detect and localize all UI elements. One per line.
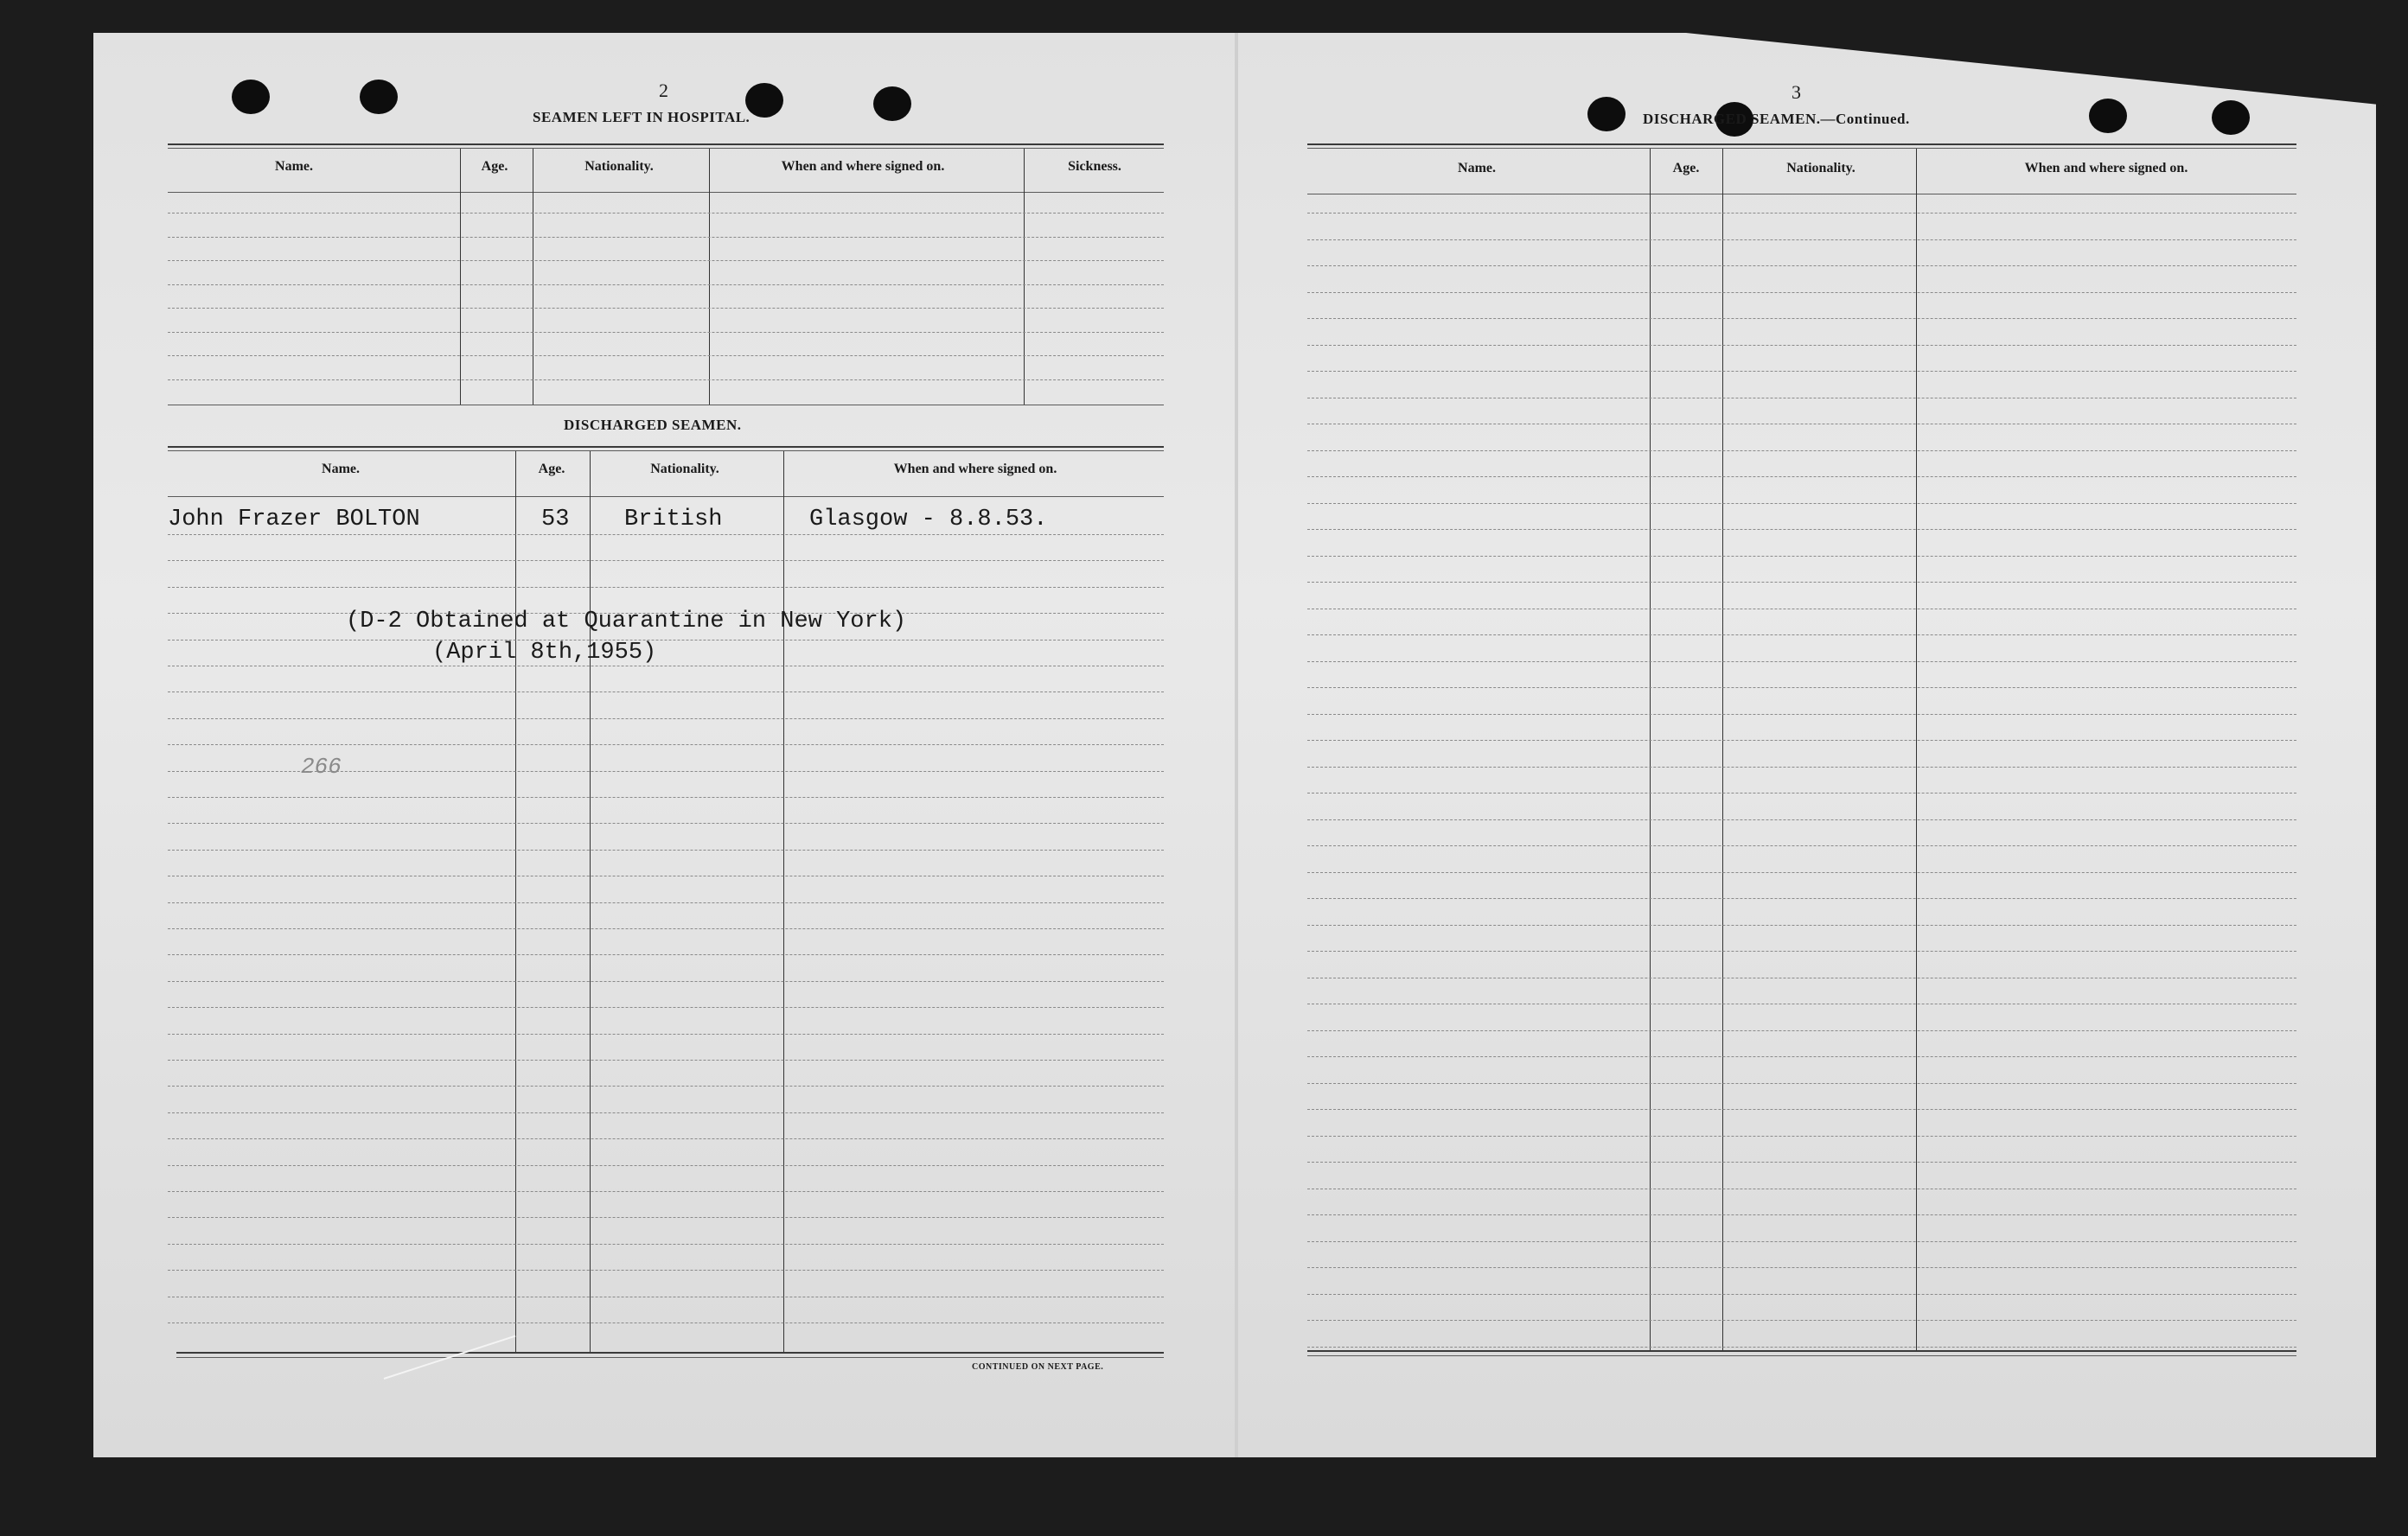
ruled-line (1307, 371, 2296, 372)
ruled-line (168, 797, 1164, 798)
ruled-line (1307, 213, 2296, 214)
ruled-line (1307, 845, 2296, 846)
faint-stamp-number: 266 (301, 754, 342, 780)
hospital-table-top-rule (168, 143, 1164, 145)
ruled-line (168, 260, 1164, 261)
ruled-line (168, 308, 1164, 309)
punch-hole (745, 83, 783, 118)
ruled-line (1307, 634, 2296, 635)
discharged-header-signed-on: When and where signed on. (893, 462, 1057, 476)
right-table-top-rule-2 (1307, 148, 2296, 149)
continued-footer: CONTINUED ON NEXT PAGE. (972, 1362, 1104, 1372)
seaman-name: John Frazer BOLTON (168, 507, 420, 532)
ruled-line (1307, 265, 2296, 266)
ruled-line (168, 237, 1164, 238)
ruled-line (1307, 1320, 2296, 1321)
quarantine-note: (D-2 Obtained at Quarantine in New York) (346, 609, 907, 634)
right-col-divider (1722, 149, 1723, 1350)
ruled-line (168, 1086, 1164, 1087)
right-header-name: Name. (1458, 161, 1496, 175)
ruled-line (1307, 687, 2296, 688)
hospital-header-name: Name. (275, 159, 313, 174)
seaman-age: 53 (541, 507, 570, 532)
right-col-divider (1916, 149, 1917, 1350)
quarantine-date-note: (April 8th,1955) (432, 640, 657, 666)
hospital-header-signed-on: When and where signed on. (781, 159, 945, 174)
discharged-continued-title: DISCHARGED SEAMEN.—Continued. (1643, 111, 1910, 127)
seaman-nationality: British (624, 507, 723, 532)
ruled-line (168, 1138, 1164, 1139)
ruled-line (1307, 925, 2296, 926)
ruled-line (168, 332, 1164, 333)
ruled-line (168, 1034, 1164, 1035)
page-number-left: 2 (659, 80, 668, 101)
ruled-line (168, 640, 1164, 641)
punch-hole (2212, 100, 2250, 135)
ruled-line (168, 954, 1164, 955)
discharged-header-name: Name. (322, 462, 360, 476)
ruled-line (1307, 1162, 2296, 1163)
ruled-line (1307, 1214, 2296, 1215)
ruled-line (1307, 1030, 2296, 1031)
discharged-section-title: DISCHARGED SEAMEN. (564, 417, 742, 433)
page-number-right: 3 (1792, 81, 1801, 103)
hospital-section-title: SEAMEN LEFT IN HOSPITAL. (533, 109, 751, 125)
ruled-line (1307, 503, 2296, 504)
hospital-header-nationality: Nationality. (584, 159, 654, 174)
ruled-line (1307, 951, 2296, 952)
ruled-line (1307, 582, 2296, 583)
page-fold (1235, 33, 1238, 1457)
ruled-line (168, 587, 1164, 588)
ruled-line (1307, 819, 2296, 820)
ruled-line (1307, 239, 2296, 240)
right-header-age: Age. (1672, 161, 1700, 175)
ruled-line (168, 534, 1164, 535)
ruled-line (168, 284, 1164, 285)
ruled-line (168, 1217, 1164, 1218)
ruled-line (1307, 740, 2296, 741)
ruled-line (1307, 1241, 2296, 1242)
ruled-line (1307, 1056, 2296, 1057)
ruled-line (1307, 898, 2296, 899)
discharged-table-top-rule-2 (168, 450, 1164, 451)
ruled-line (1307, 1136, 2296, 1137)
punch-hole (360, 80, 398, 114)
ruled-line (168, 928, 1164, 929)
ruled-line (1307, 661, 2296, 662)
ruled-line (1307, 529, 2296, 530)
ruled-line (1307, 345, 2296, 346)
discharged-header-age: Age. (538, 462, 565, 476)
punch-hole (1587, 97, 1626, 131)
ruled-line (168, 850, 1164, 851)
hospital-col-divider (709, 149, 710, 405)
ruled-line (1307, 714, 2296, 715)
ruled-line (168, 744, 1164, 745)
discharged-header-nationality: Nationality. (650, 462, 719, 476)
ruled-line (168, 213, 1164, 214)
right-header-nationality: Nationality. (1786, 161, 1856, 175)
ruled-line (1307, 1347, 2296, 1348)
right-col-divider (1650, 149, 1651, 1350)
ruled-line (1307, 556, 2296, 557)
punch-hole (232, 80, 270, 114)
ruled-line (1307, 292, 2296, 293)
right-table-bottom-rule (1307, 1350, 2296, 1352)
ruled-line (168, 1191, 1164, 1192)
hospital-col-divider (1024, 149, 1025, 405)
ruled-line (1307, 1267, 2296, 1268)
hospital-header-sickness: Sickness. (1068, 159, 1121, 174)
punch-hole (873, 86, 911, 121)
ruled-line (168, 1007, 1164, 1008)
hospital-header-age: Age. (481, 159, 508, 174)
discharged-table-bottom-rule-2 (176, 1357, 1164, 1358)
ruled-line (168, 902, 1164, 903)
ruled-line (1307, 318, 2296, 319)
ruled-line (168, 1322, 1164, 1323)
ruled-line (168, 1060, 1164, 1061)
ruled-line (168, 1165, 1164, 1166)
discharged-header-rule (168, 496, 1164, 497)
discharged-table-bottom-rule (176, 1352, 1164, 1354)
ruled-line (168, 560, 1164, 561)
ruled-line (1307, 476, 2296, 477)
hospital-header-rule (168, 192, 1164, 193)
ruled-line (168, 355, 1164, 356)
ruled-line (1307, 767, 2296, 768)
ruled-line (1307, 1083, 2296, 1084)
right-table-top-rule (1307, 143, 2296, 145)
ruled-line (1307, 450, 2296, 451)
seaman-signed-on: Glasgow - 8.8.53. (809, 507, 1048, 532)
hospital-col-divider (460, 149, 461, 405)
right-header-signed-on: When and where signed on. (2024, 161, 2188, 175)
ruled-line (1307, 1294, 2296, 1295)
hospital-table-top-rule-2 (168, 148, 1164, 149)
discharged-table-top-rule (168, 446, 1164, 448)
punch-hole (2089, 99, 2127, 133)
ruled-line (168, 823, 1164, 824)
ruled-line (1307, 1109, 2296, 1110)
ruled-line (168, 718, 1164, 719)
ruled-line (168, 379, 1164, 380)
ruled-line (168, 1112, 1164, 1113)
right-table-bottom-rule-2 (1307, 1355, 2296, 1356)
ruled-line (168, 1244, 1164, 1245)
ruled-line (168, 981, 1164, 982)
ruled-line (168, 1270, 1164, 1271)
ruled-line (1307, 872, 2296, 873)
